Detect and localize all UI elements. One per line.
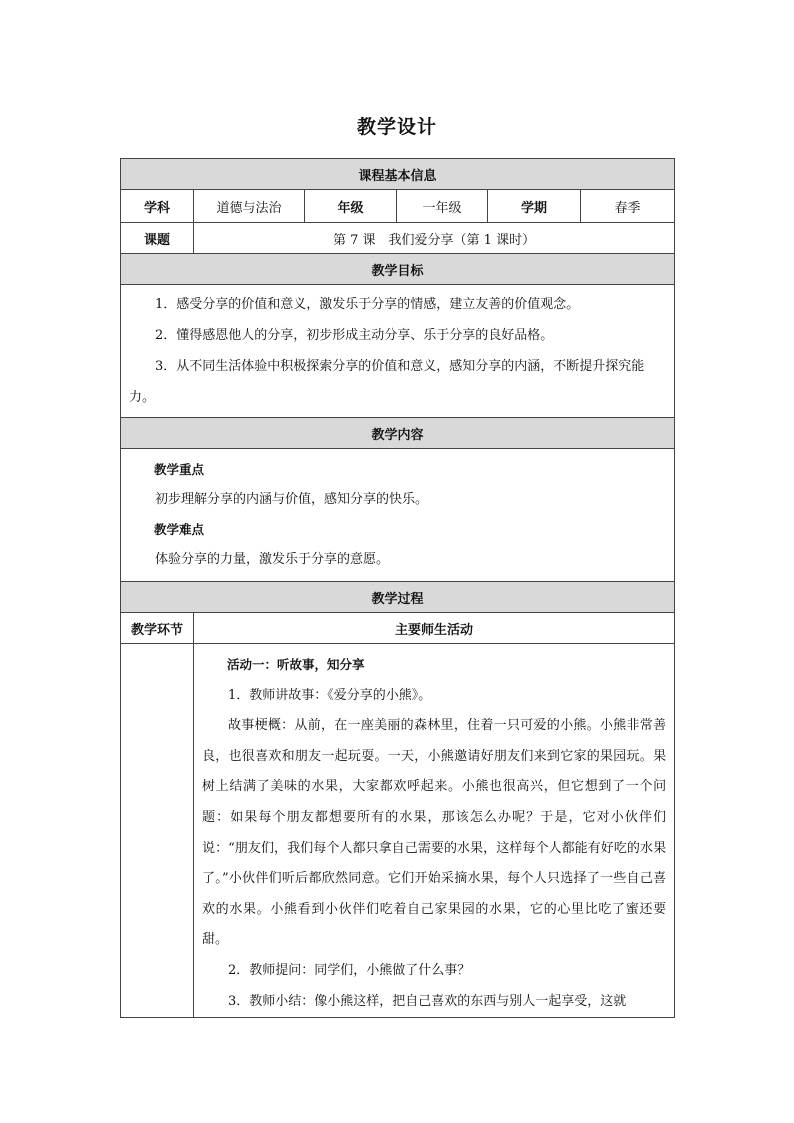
- objective-item: 3．从不同生活体验中积极探索分享的价值和意义，感知分享的内涵，不断提升探究能力。: [129, 359, 645, 405]
- process-stage-cell: [121, 644, 194, 1018]
- objectives-list: [121, 285, 675, 418]
- process-header: 教学过程: [121, 582, 675, 613]
- grade-label: 年级: [305, 190, 397, 223]
- basic-info-header: 课程基本信息: [121, 159, 675, 190]
- term-label: 学期: [488, 190, 581, 223]
- subject-value: 道德与法治: [194, 190, 305, 223]
- document-title: 教学设计: [356, 116, 437, 138]
- grade-value: 一年级: [397, 190, 488, 223]
- term-value: 春季: [581, 190, 675, 223]
- difficulty-label: 教学难点: [154, 522, 205, 537]
- step-1: 1．教师讲故事：《爱分享的小熊》。: [228, 687, 432, 703]
- objective-item: 2．懂得感恩他人的分享，初步形成主动分享、乐于分享的良好品格。: [155, 328, 554, 343]
- lesson-plan-table: [120, 158, 675, 1018]
- activity-title: 活动一：听故事，知分享: [227, 657, 365, 672]
- key-point-label: 教学重点: [154, 462, 205, 477]
- topic-value: 第 7 课 我们爱分享（第 1 课时）: [194, 223, 675, 254]
- objectives-header: 教学目标: [121, 254, 675, 285]
- process-col-activities: 主要师生活动: [194, 613, 675, 644]
- objective-item: 1．感受分享的价值和意义，激发乐于分享的情感，建立友善的价值观念。: [155, 297, 580, 312]
- difficulty-text: 体验分享的力量，激发乐于分享的意愿。: [155, 552, 390, 567]
- topic-label: 课题: [121, 223, 194, 254]
- content-body: [121, 449, 675, 582]
- subject-label: 学科: [121, 190, 194, 223]
- story-summary: 故事梗概：从前，在一座美丽的森林里，住着一只可爱的小熊。小熊非常善良，也很喜欢和朋友一起玩耍。一天，小熊邀请好朋友们来到它家的果园玩。果树上结满了美味的水果，大家都欢呼起来。小熊也很高兴，但它想到了一个问题：如果每个朋友都想要所有的水果，那该怎么办呢？于是，它对小伙伴们说：“朋友们，我们每个人都只拿自己需要的水果，这样每个人都能有好吃的水果了。”小伙伴们听后都欣然同意。它们开始采摘水果，每个人只选择了一些自己喜欢的水果。小熊看到小伙伴们吃着自己家果园的水果，它的心里比吃了蜜还要甜。: [202, 718, 667, 948]
- key-point-text: 初步理解分享的内涵与价值，感知分享的快乐。: [155, 492, 429, 507]
- process-col-stage: 教学环节: [121, 613, 194, 644]
- step-2: 2．教师提问：同学们，小熊做了什么事？: [228, 962, 471, 978]
- process-activities-cell: [194, 644, 675, 1018]
- content-header: 教学内容: [121, 418, 675, 449]
- step-3: 3．教师小结：像小熊这样，把自己喜欢的东西与别人一起享受，这就: [228, 993, 627, 1009]
